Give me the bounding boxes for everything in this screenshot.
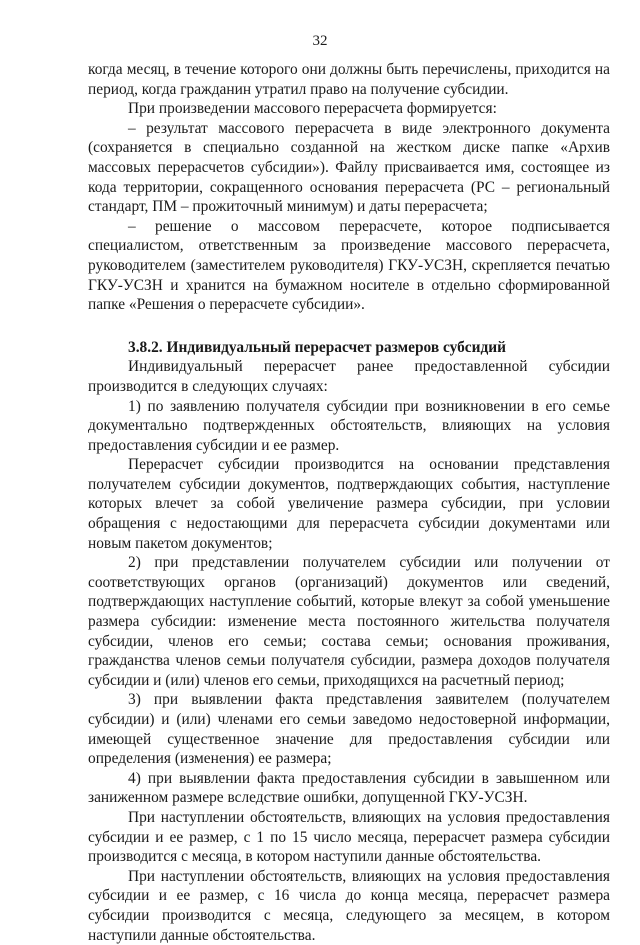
paragraph-mass-recalc-intro: При произведении массового перерасчета формируется: — [128, 100, 497, 118]
section-paragraph-case-3: 3) при выявлении факта представления заявителем (получателем субсидии) и (или) членами его семьи заведомо недостоверной информации, имеющей существенное значение для предоставления субсидии или определения (изменения) ее размера; — [88, 691, 610, 768]
paragraph-continuation: когда месяц, в течение которого они должны быть перечислены, приходится на период, когда гражданин утратил право на получение субсидии. — [88, 61, 610, 98]
section-paragraph-case-2: 2) при представлении получателем субсидии или получении от соответствующих органов (организаций) документов или сведений, подтверждающих наступление событий, которые влекут за собой уменьшение размера субсидии: изменение места постоянного жительства получателя субсидии, членов его семьи; состава семьи; основания проживания, гражданства членов семьи получателя субсидии, размера доходов получателя субсидии и (или) членов его семьи, приходящихся на расчетный период; — [88, 554, 610, 689]
section-paragraph-case-1-detail: Перерасчет субсидии производится на основании представления получателем субсидии документов, подтверждающих события, наступление которых влечет за собой увеличение размера субсидии, при условии обращения с недостающими для перерасчета субсидии документами или новым пакетом документов; — [88, 456, 610, 552]
section-paragraph-timing-2: При наступлении обстоятельств, влияющих на условия предоставления субсидии и ее размер, с 16 числа до конца месяца, перерасчет размера субсидии производится с месяца, следующего за месяцем, в котором наступили данные обстоятельства. — [88, 867, 610, 944]
section-paragraph-timing-1: При наступлении обстоятельств, влияющих на условия предоставления субсидии и ее размер, с 1 по 15 число месяца, перерасчет размера субсидии производится с месяца, в котором наступили данные обстоятельства. — [88, 808, 610, 866]
page-number: 32 — [312, 33, 328, 49]
paragraph-mass-recalc-decision: – решение о массовом перерасчете, которое подписывается специалистом, ответственным за произведение массового перерасчета, руководителем (заместителем руководителя) ГКУ-УСЗН, скрепляется печатью ГКУ-УСЗН и хранится на бумажном носителе в отдельно сформированной папке «Решения о перерасчете субсидии». — [88, 217, 610, 314]
paragraph-mass-recalc-result: – результат массового перерасчета в виде электронного документа (сохраняется в специально созданной на жестком диске папке «Архив массовых перерасчетов субсидии»). Файлу присваивается имя, состоящее из кода территории, сокращенного основания перерасчета (РС – региональный стандарт, ПМ – прожиточный минимум) и даты перерасчета; — [88, 119, 610, 216]
section-paragraph-case-1: 1) по заявлению получателя субсидии при возникновении в его семье документально подтвержденных обстоятельств, влияющих на условия предоставления субсидии и ее размер. — [88, 397, 610, 454]
section-paragraph-case-4: 4) при выявлении факта предоставления субсидии в завышенном или заниженном размере вследствие ошибки, допущенной ГКУ-УСЗН. — [88, 769, 610, 807]
section-gap — [88, 315, 610, 338]
page-body — [88, 60, 610, 945]
section-heading: 3.8.2. Индивидуальный перерасчет размеров субсидий — [128, 338, 507, 356]
section-paragraph-intro: Индивидуальный перерасчет ранее предоставленной субсидии производится в следующих случаях: — [88, 358, 610, 395]
